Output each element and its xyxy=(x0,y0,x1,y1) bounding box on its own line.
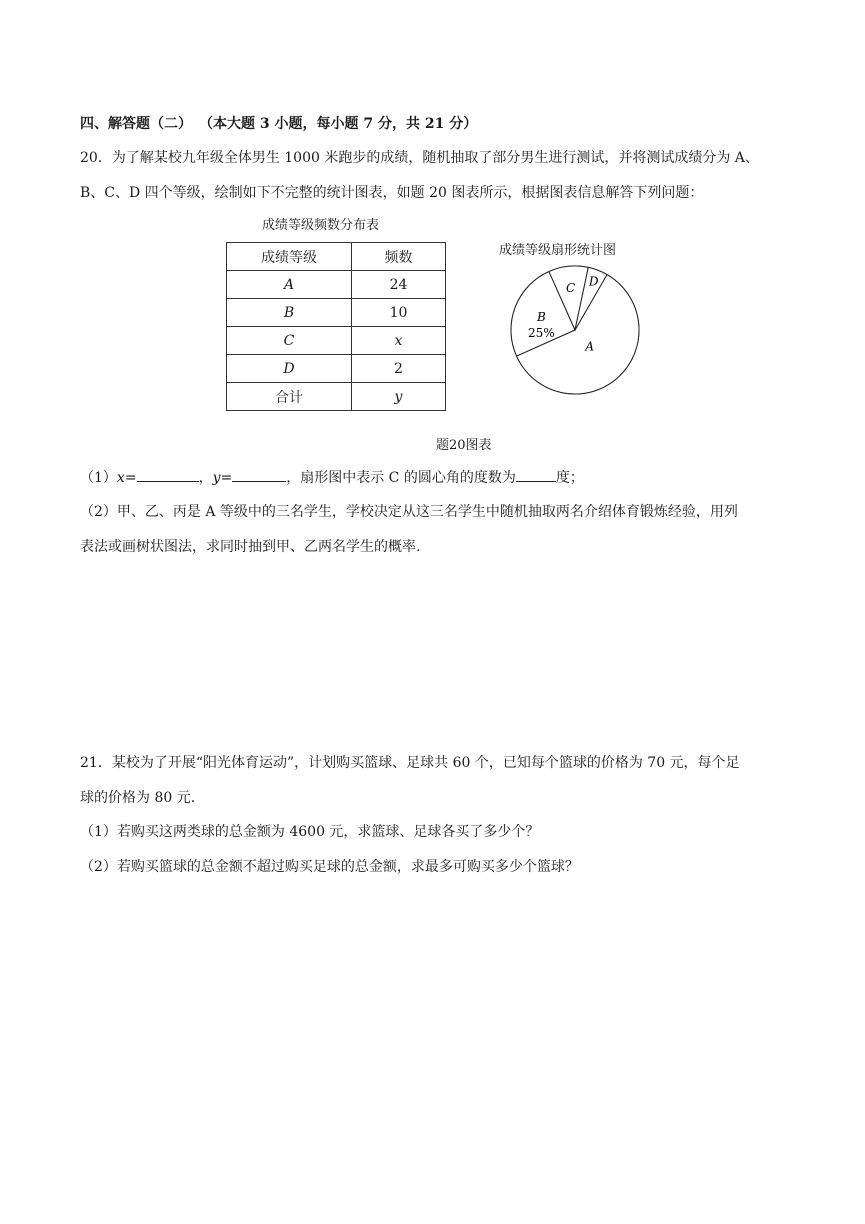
table-title: 成绩等级频数分布表 xyxy=(262,218,380,233)
table-cell: B xyxy=(227,299,352,327)
table-cell: x xyxy=(352,327,446,355)
q21-line-1: 21．某校为了开展“阳光体育运动”，计划购买篮球、足球共 60 个，已知每个篮球的价格为 70 元，每个足 xyxy=(80,755,740,771)
table-row xyxy=(227,355,446,383)
section-note: （本大题 3 小题，每小题 7 分，共 21 分） xyxy=(206,116,478,132)
table-row xyxy=(227,383,446,411)
x-answer-blank[interactable] xyxy=(137,467,199,482)
q20-part2-line-2: 表法或画树状图法，求同时抽到甲、乙两名学生的概率. xyxy=(80,539,421,555)
pie-label-c: C xyxy=(566,281,576,296)
table-header-row xyxy=(227,243,446,271)
section-heading xyxy=(80,113,477,133)
table-row xyxy=(227,327,446,355)
table-cell: C xyxy=(227,327,352,355)
pie-label-a: A xyxy=(585,339,595,354)
q20-part1-suffix: 度； xyxy=(555,470,584,486)
table-cell: 2 xyxy=(352,355,446,383)
q20-line-2: B、C、D 四个等级，绘制如下不完整的统计图表，如题 20 图表所示，根据图表信息解答下列问题： xyxy=(80,185,704,201)
table-cell: 24 xyxy=(352,271,446,299)
separator: ， xyxy=(198,470,213,486)
table-cell: 10 xyxy=(352,299,446,327)
table-row xyxy=(227,271,446,299)
q21-part1: （1）若购买这两类球的总金额为 4600 元，求篮球、足球各买了多少个？ xyxy=(80,824,540,840)
table-header-cell: 成绩等级 xyxy=(227,243,352,271)
y-label: y= xyxy=(212,470,233,486)
table-cell: D xyxy=(227,355,352,383)
pie-chart xyxy=(500,255,650,405)
frequency-table xyxy=(226,242,446,411)
q21-line-2: 球的价格为 80 元. xyxy=(80,790,196,806)
section-title: 四、解答题（二） xyxy=(80,116,192,132)
q20-part2-line-1: （2）甲、乙、丙是 A 等级中的三名学生，学校决定从这三名学生中随机抽取两名介绍体育锻炼经验，用列 xyxy=(80,504,738,520)
angle-answer-blank[interactable] xyxy=(516,467,556,482)
table-cell: 合计 xyxy=(227,383,352,411)
table-header-cell: 频数 xyxy=(352,243,446,271)
pie-label-b: B xyxy=(536,310,546,325)
pie-label-d: D xyxy=(588,274,599,289)
table-cell: A xyxy=(227,271,352,299)
q21-part2: （2）若购买篮球的总金额不超过购买足球的总金额，求最多可购买多少个篮球？ xyxy=(80,859,579,875)
q20-part1-prefix: （1） xyxy=(80,470,117,486)
x-label: x= xyxy=(116,470,137,486)
pie-annotation-b: 25% xyxy=(528,326,555,341)
pie-title: 成绩等级扇形统计图 xyxy=(499,243,617,258)
q20-part1-text: ，扇形图中表示 C 的圆心角的度数为 xyxy=(286,470,516,486)
table-cell: y xyxy=(352,383,446,411)
q20-part1 xyxy=(80,467,584,487)
q20-line-1: 20．为了解某校九年级全体男生 1000 米跑步的成绩，随机抽取了部分男生进行测试，并将测试成绩分为 A、 xyxy=(80,150,759,166)
table-row xyxy=(227,299,446,327)
y-answer-blank[interactable] xyxy=(232,467,286,482)
figure-caption: 题20图表 xyxy=(436,438,492,453)
